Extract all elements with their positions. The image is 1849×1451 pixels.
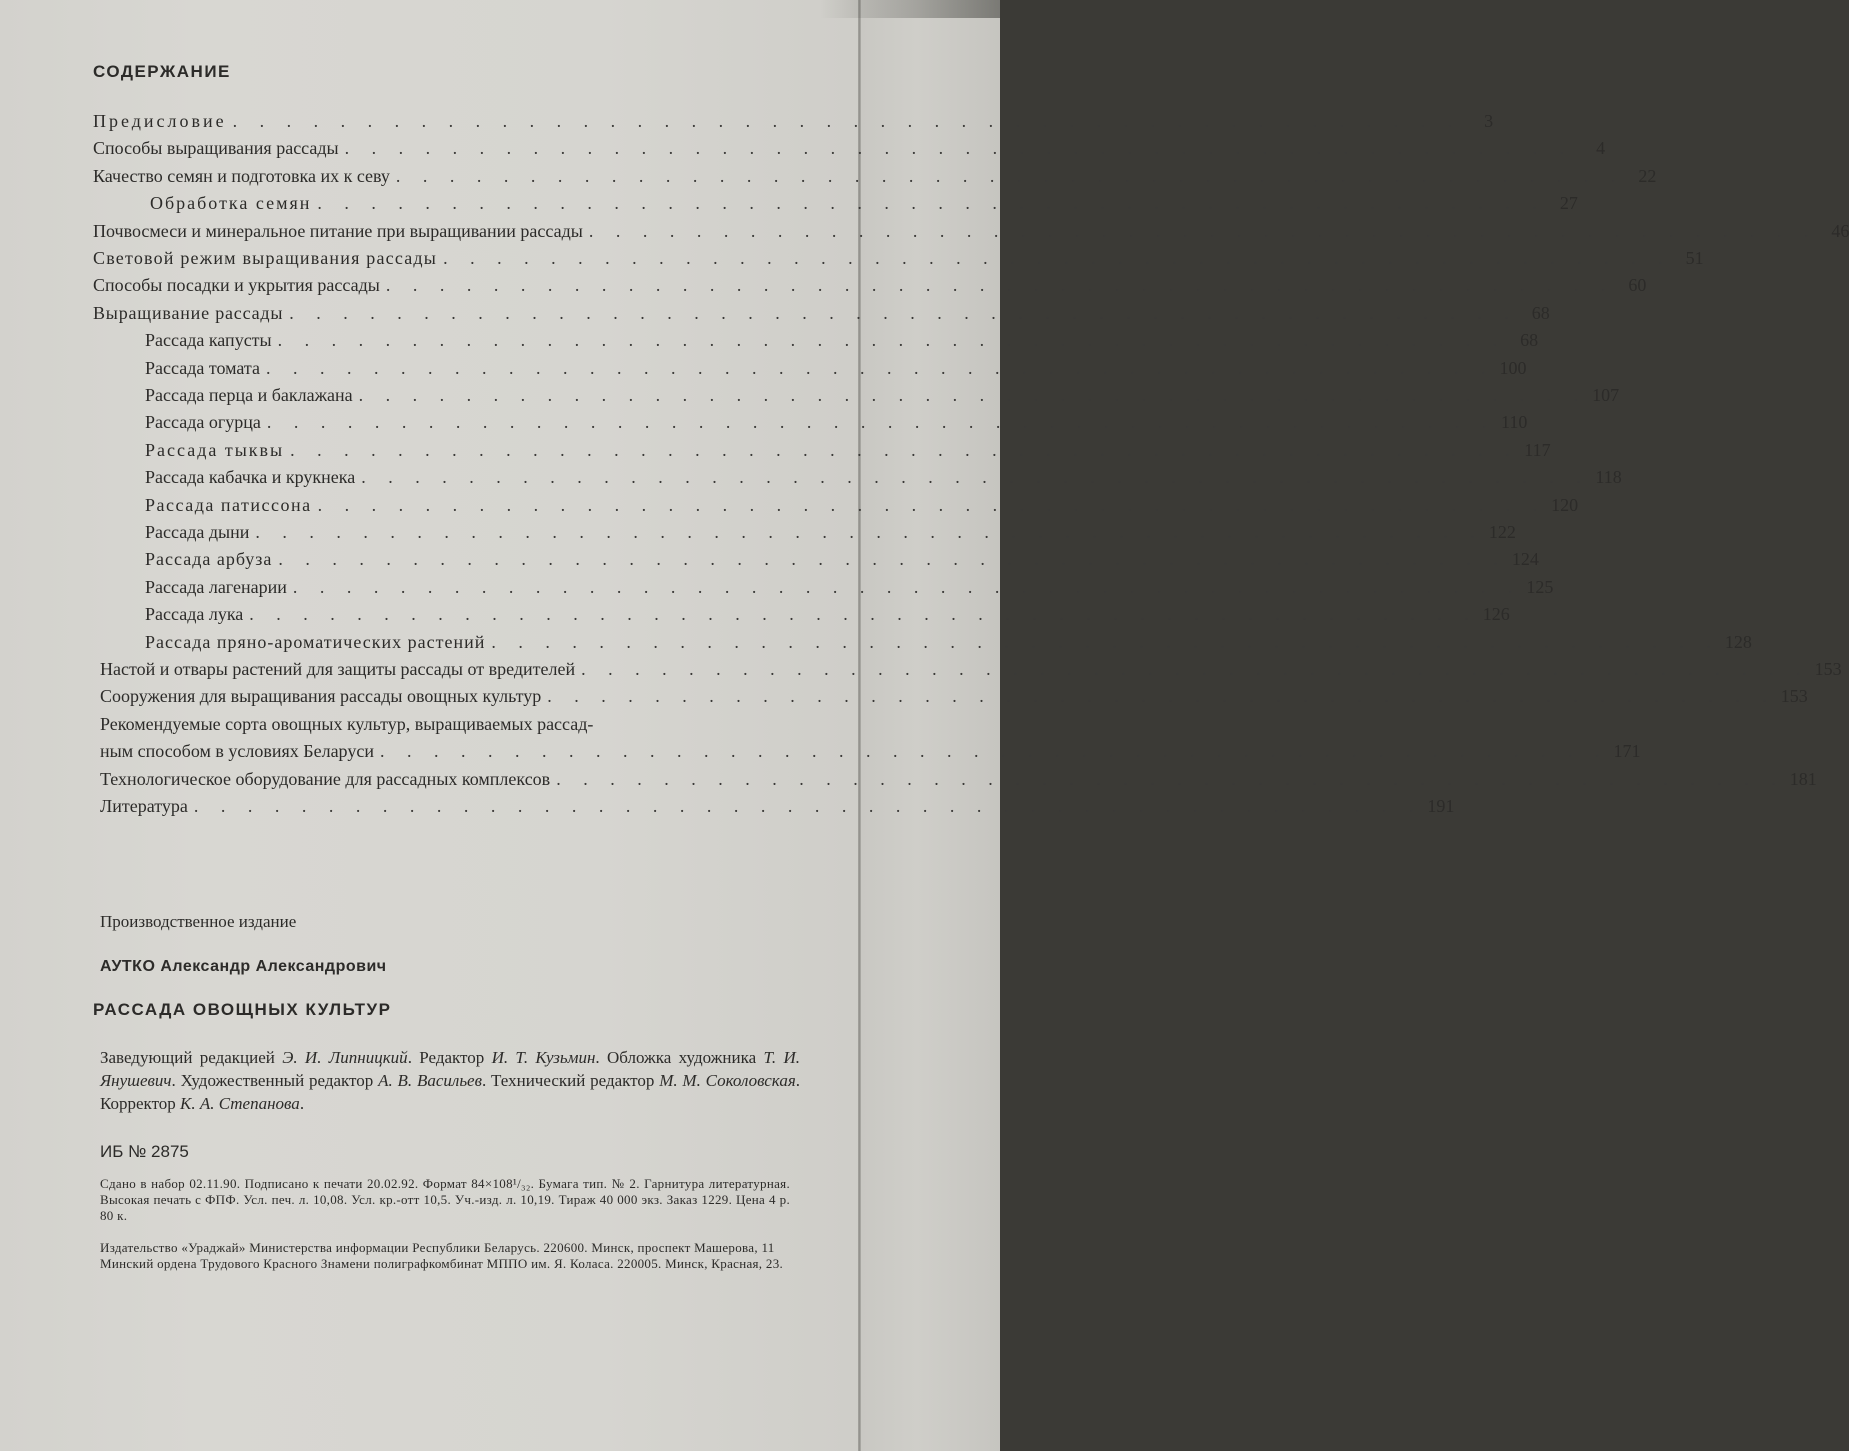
toc-leader-dots: . . . . . . . . . . . . . . . . . . . . . . . . . . . . . . . . . . . . . . . . . . . . . . — [443, 248, 1672, 268]
publisher-line: Издательство «Ураджай» Министерства информации Республики Беларусь. 220600. Минск, проспект Машерова, 11 — [100, 1240, 775, 1255]
toc-entry-title: Предисловие — [93, 111, 227, 131]
toc-leader-dots: . . . . . . . . . . . . . . . . . . . . . . . . . . . . . . . . . . . . . . . . . . . . . . — [266, 357, 1495, 378]
toc-leader-dots: . . . . . . . . . . . . . . . . . . . . . . . . . . . . . . . . . . . . . . . . . . . . . . — [249, 604, 1478, 625]
toc-entry — [145, 464, 1622, 490]
toc-leader-dots: . . . . . . . . . . . . . . . . . . . . . . . . . . . . . . . . . . . . . . . . . . . . . . — [491, 631, 1720, 652]
toc-leader-dots: . . . . . . . . . . . . . . . . . . . . . . . . . . . . . . . . . . . . . . . . . . . . . . — [193, 796, 1423, 816]
toc-leader-dots: . . . . . . . . . . . . . . . . . . . . . . . . . . . . . . . . . . . . . . . . . . . . . . — [278, 549, 1507, 570]
toc-entry-title: Рассада тыквы — [145, 439, 285, 460]
toc-page-number: 110 — [1501, 412, 1528, 433]
toc-leader-dots: . . . . . . . . . . . . . . . . . . . . . . . . . . . . . . . . . . . . . . . . . . . . . . — [395, 165, 1625, 186]
credit-role: . Корректор — [100, 1071, 800, 1113]
toc-page-number: 22 — [1638, 165, 1657, 186]
credit-person-name: М. М. Соколовская — [659, 1071, 796, 1090]
toc-entry-title: Литература — [100, 796, 188, 816]
toc-page-number: 51 — [1685, 248, 1704, 268]
toc-entry-title: Сооружения для выращивания рассады овощных культур — [100, 686, 542, 707]
editorial-credits — [100, 1046, 800, 1115]
toc-entry-title: Настой и отвары растений для защиты рассады от вредителей — [100, 659, 576, 679]
toc-entry-title: Технологическое оборудование для рассадных комплексов — [100, 768, 551, 789]
toc-entry-title: Рассада лука — [145, 604, 244, 625]
toc-entry-title: Световой режим выращивания рассады — [93, 248, 438, 268]
toc-page-number: 124 — [1511, 549, 1539, 570]
toc-page-number: 153 — [1814, 659, 1842, 679]
toc-leader-dots: . . . . . . . . . . . . . . . . . . . . . . . . . . . . . . . . . . . . . . . . . . . . . . — [289, 302, 1518, 323]
credit-role: . — [299, 1094, 305, 1113]
toc-entry-title: Качество семян и подготовка их к севу — [93, 165, 390, 186]
toc-entry-title: Рекомендуемые сорта овощных культур, выращиваемых рассад- — [100, 713, 594, 734]
toc-entry — [93, 163, 1657, 189]
credit-role: Заведующий редакцией — [100, 1048, 283, 1067]
toc-leader-dots: . . . . . . . . . . . . . . . . . . . . . . . . . . . . . . . . . . . . . . . . . . . . . . — [358, 385, 1588, 405]
toc-entry-title: Рассада дыни — [145, 522, 250, 542]
toc-leader-dots: . . . . . . . . . . . . . . . . . . . . . . . . . . . . . . . . . . . . . . . . . . . . . . — [255, 522, 1484, 542]
toc-leader-dots: . . . . . . . . . . . . . . . . . . . . . . . . . . . . . . . . . . . . . . . . . . . . . . — [292, 576, 1522, 597]
edition-type: Производственное издание — [100, 912, 297, 931]
toc-entry — [145, 574, 1554, 600]
toc-page-number: 128 — [1724, 631, 1752, 652]
toc-entry-title: Рассада капусты — [145, 330, 272, 351]
credit-role: . Обложка художника — [595, 1048, 764, 1067]
toc-leader-dots: . . . . . . . . . . . . . . . . . . . . . . . . . . . . . . . . . . . . . . . . . . . . . . — [581, 659, 1810, 679]
toc-entry-title: Выращивание рассады — [93, 302, 284, 323]
toc-page-number: 117 — [1524, 439, 1551, 460]
ib-number: ИБ № 2875 — [100, 1142, 189, 1161]
toc-leader-dots: . . . . . . . . . . . . . . . . . . . . . . . . . . . . . . . . . . . . . . . . . . . . . . — [385, 275, 1615, 296]
toc-leader-dots: . . . . . . . . . . . . . . . . . . . . . . . . . . . . . . . . . . . . . . . . . . . . . . — [379, 741, 1609, 762]
toc-entry — [93, 245, 1704, 271]
toc-leader-dots: . . . . . . . . . . . . . . . . . . . . . . . . . . . . . . . . . . . . . . . . . . . . . . — [266, 412, 1496, 433]
toc-entry — [145, 382, 1620, 408]
toc-entry — [100, 656, 1842, 682]
credit-person-name: Э. И. Липницкий — [282, 1048, 408, 1067]
credit-person-name: Т. И. Янушевич — [100, 1048, 800, 1090]
toc-page-number: 118 — [1595, 467, 1622, 488]
toc-entry-title: Рассада пряно-ароматических растений — [145, 631, 486, 652]
credit-role: . Технический редактор — [481, 1071, 660, 1090]
toc-leader-dots: . . . . . . . . . . . . . . . . . . . . . . . . . . . . . . . . . . . . . . . . . . . . . . — [277, 330, 1507, 351]
toc-leader-dots: . . . . . . . . . . . . . . . . . . . . . . . . . . . . . . . . . . . . . . . . . . . . . . — [588, 220, 1818, 241]
toc-entry-title: Рассада томата — [145, 357, 260, 378]
toc-entry — [145, 546, 1539, 572]
publisher-info — [100, 1240, 790, 1272]
credit-role: . Художественный редактор — [171, 1071, 379, 1090]
toc-page-number: 107 — [1592, 385, 1620, 405]
toc-leader-dots: . . . . . . . . . . . . . . . . . . . . . . . . . . . . . . . . . . . . . . . . . . . . . . — [290, 439, 1519, 460]
toc-entry — [100, 683, 1808, 709]
toc-leader-dots: . . . . . . . . . . . . . . . . . . . . . . . . . . . . . . . . . . . . . . . . . . . . . . — [361, 467, 1590, 488]
toc-entry — [100, 766, 1817, 792]
toc-page-number: 125 — [1526, 576, 1554, 597]
toc-page-number: 120 — [1551, 494, 1579, 515]
toc-leader-dots: . . . . . . . . . . . . . . . . . . . . . . . . . . . . . . . . . . . . . . . . . . . . . . — [232, 111, 1462, 131]
toc-entry — [93, 108, 1494, 134]
toc-leader-dots: . . . . . . . . . . . . . . . . . . . . . . . . . . . . . . . . . . . . . . . . . . . . . . — [547, 686, 1776, 707]
toc-entry — [145, 409, 1528, 435]
credit-person-name: И. Т. Кузьмин — [491, 1048, 596, 1067]
toc-entry — [145, 327, 1539, 353]
toc-entry — [145, 519, 1516, 545]
toc-page-number: 68 — [1520, 330, 1539, 351]
credit-person-name: А. В. Васильев — [378, 1071, 482, 1090]
toc-leader-dots: . . . . . . . . . . . . . . . . . . . . . . . . . . . . . . . . . . . . . . . . . . . . . . — [556, 768, 1785, 789]
toc-entry — [93, 135, 1606, 161]
toc-entry — [145, 629, 1752, 655]
toc-entry-title: Рассада перца и баклажана — [145, 385, 353, 405]
toc-entry — [145, 601, 1510, 627]
toc-entry-title: Рассада кабачка и крукнека — [145, 467, 356, 488]
printer-line: Минский ордена Трудового Красного Знамени полиграфкомбинат МППО им. Я. Коласа. 220005. Минск, Красная, 23. — [100, 1256, 784, 1271]
toc-entry-title: Почвосмеси и минеральное питание при выращивании рассады — [93, 220, 583, 241]
toc-page-number: 46 — [1831, 220, 1849, 241]
toc-page-number: 100 — [1499, 357, 1527, 378]
print-info: Сдано в набор 02.11.90. Подписано к печати 20.02.92. Формат 84×108¹/₃₂. Бумага тип. № 2. Гарнитура литературная. Высокая печать с ФПФ. Усл. печ. л. 10,08. Усл. кр.-отт 10,5. Уч.-изд. л. 10,19. Тираж 40 000 экз. Заказ 1229. Цена 4 р. 80 к. — [100, 1176, 790, 1223]
toc-leader-dots: . . . . . . . . . . . . . . . . . . . . . . . . . . . . . . . . . . . . . . . . . . . . . . — [317, 494, 1547, 515]
toc-leader-dots: . . . . . . . . . . . . . . . . . . . . . . . . . . . . . . . . . . . . . . . . . . . . . . — [344, 138, 1574, 159]
credit-person-name: К. А. Степанова — [180, 1094, 300, 1113]
credit-role: . Редактор — [407, 1048, 492, 1067]
toc-entry-title: Обработка семян — [150, 193, 312, 214]
toc-page-number: 4 — [1596, 138, 1606, 159]
toc-entry — [93, 272, 1647, 298]
toc-page-number: 153 — [1780, 686, 1808, 707]
toc-entry-title: Рассада патиссона — [145, 494, 312, 515]
toc-entry-title: Рассада арбуза — [145, 549, 273, 570]
toc-page-number: 171 — [1613, 741, 1641, 762]
toc-entry-title: Рассада лагенарии — [145, 576, 287, 597]
toc-page-number: 191 — [1427, 796, 1455, 816]
toc-page-number: 68 — [1531, 302, 1550, 323]
toc-page-number: 181 — [1789, 768, 1817, 789]
book-title: РАССАДА ОВОЩНЫХ КУЛЬТУР — [93, 1000, 392, 1019]
book-author: АУТКО Александр Александрович — [100, 958, 387, 975]
toc-entry — [150, 190, 1578, 216]
toc-leader-dots: . . . . . . . . . . . . . . . . . . . . . . . . . . . . . . . . . . . . . . . . . . . . . . — [317, 193, 1546, 214]
toc-entry — [100, 711, 788, 737]
toc-entry — [145, 492, 1579, 518]
page-shadow — [820, 0, 1000, 18]
toc-entry-title: Способы выращивания рассады — [93, 138, 339, 159]
toc-entry — [145, 437, 1551, 463]
toc-page-number: 122 — [1488, 522, 1516, 542]
toc-entry — [93, 300, 1550, 326]
toc-page-number: 27 — [1559, 193, 1578, 214]
toc-entry-title: ным способом в условиях Беларуси — [100, 741, 374, 762]
toc-page-number: 60 — [1628, 275, 1647, 296]
toc-page-number: 3 — [1484, 111, 1494, 131]
toc-entry — [100, 738, 1641, 764]
toc-entry — [93, 218, 1849, 244]
toc-heading: СОДЕРЖАНИЕ — [93, 62, 231, 81]
toc-page-number: 126 — [1482, 604, 1510, 625]
toc-entry-title: Рассада огурца — [145, 412, 261, 433]
toc-entry — [100, 793, 1455, 819]
toc-entry — [145, 355, 1527, 381]
toc-entry-title: Способы посадки и укрытия рассады — [93, 275, 380, 296]
